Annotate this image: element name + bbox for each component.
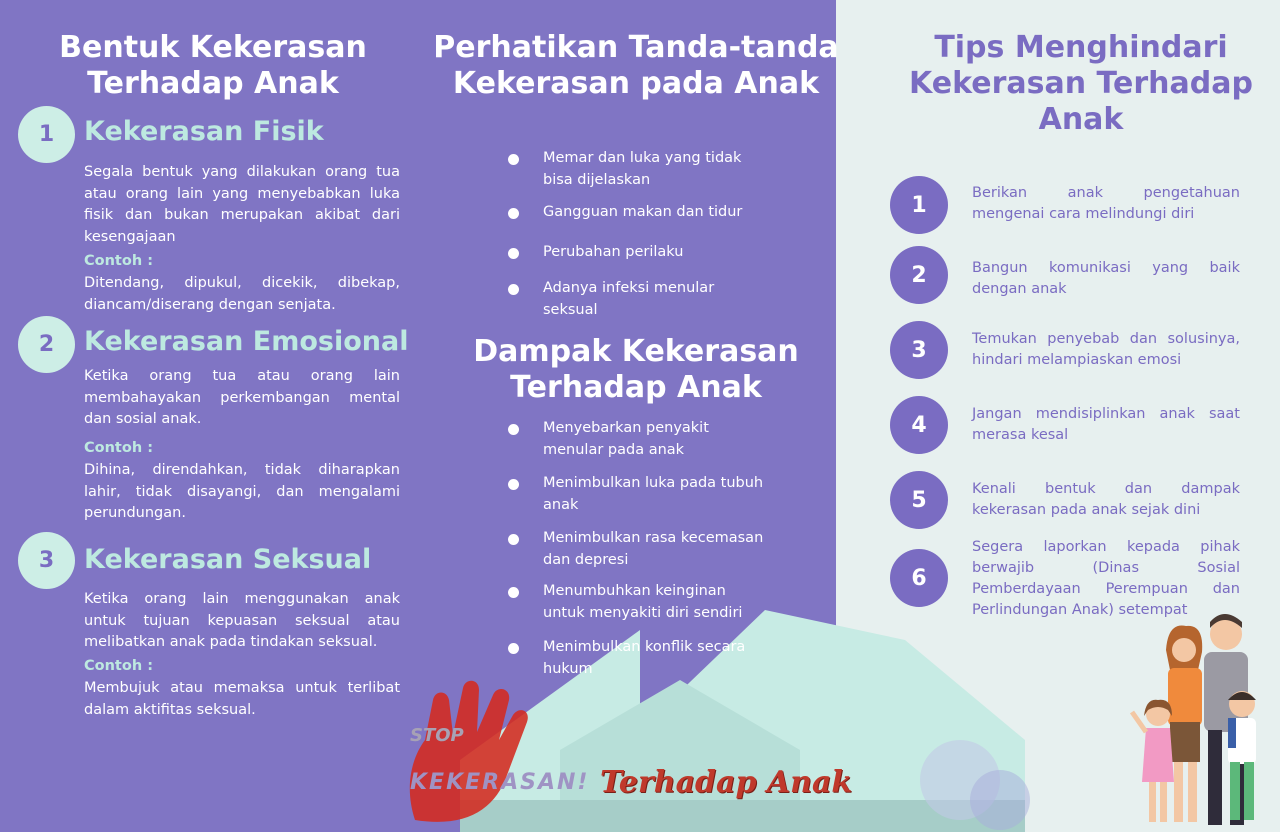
family-illustration [1124,612,1280,832]
bullet-icon [508,284,519,295]
example-text: Dihina, direndahkan, tidak diharapkan lahir, tidak disayangi, dan mengalami perundungan. [84,462,400,521]
section-title: Kekerasan Fisik [84,116,324,147]
section-description: Ketika orang tua atau orang lain membahayakan perkembangan mental dan sosial anak. [84,368,400,427]
bullet-icon [508,248,519,259]
example-label: Contoh : [84,253,153,269]
list-item: Perubahan perilaku [506,242,766,264]
tips-title: Tips Menghindari Kekerasan Terhadap Anak [909,30,1253,137]
section-title: Kekerasan Seksual [84,544,372,575]
bullet-icon [508,643,519,654]
stop-hand-icon [395,680,895,830]
list-item: Menumbuhkan keinginan untuk menyakiti diri sendiri [506,581,766,624]
left-column-title: Bentuk Kekerasan Terhadap Anak [59,30,367,101]
tip-text: Jangan mendisiplinkan anak saat merasa kesal [972,406,1240,443]
list-item: Adanya infeksi menular seksual [506,278,766,321]
number-badge: 5 [890,471,948,529]
number-badge: 1 [18,106,75,163]
number-badge: 2 [18,316,75,373]
example-label: Contoh : [84,658,153,674]
list-item: Memar dan luka yang tidak bisa dijelaskan [506,148,766,191]
list-item: Gangguan makan dan tidur [506,202,766,224]
number-badge: 2 [890,246,948,304]
bullet-icon [508,587,519,598]
example-text: Membujuk atau memaksa untuk terlibat dalam aktifitas seksual. [84,680,400,718]
impact-title: Dampak Kekerasan Terhadap Anak [473,334,799,405]
example-label: Contoh : [84,440,153,456]
bullet-icon [508,479,519,490]
list-item: Menimbulkan konflik secara hukum [506,637,766,680]
kekerasan-label: KEKERASAN! [410,770,590,795]
tip-text: Bangun komunikasi yang baik dengan anak [972,260,1240,297]
section-title: Kekerasan Emosional [84,326,409,357]
bullet-icon [508,208,519,219]
tip-text: Berikan anak pengetahuan mengenai cara melindungi diri [972,185,1240,222]
example-text: Ditendang, dipukul, dicekik, dibekap, diancam/diserang dengan senjata. [84,275,400,313]
number-badge: 3 [890,321,948,379]
number-badge: 1 [890,176,948,234]
number-badge: 6 [890,549,948,607]
bullet-icon [508,424,519,435]
number-badge: 4 [890,396,948,454]
tip-text: Temukan penyebab dan solusinya, hindari melampiaskan emosi [972,331,1240,368]
list-item: Menyebarkan penyakit menular pada anak [506,418,766,461]
stop-label: STOP [410,725,464,746]
tip-text: Kenali bentuk dan dampak kekerasan pada anak sejak dini [972,481,1240,518]
section-description: Segala bentuk yang dilakukan orang tua atau orang lain yang menyebabkan luka fisik dan bukan merupakan akibat dari kesengajaan [84,164,400,245]
signs-title: Perhatikan Tanda-tanda Kekerasan pada Anak [433,30,839,101]
number-badge: 3 [18,532,75,589]
tip-text: Segera laporkan kepada pihak berwajib (Dinas Sosial Pemberdayaan Perempuan dan Perlindungan Anak) setempat [972,539,1240,618]
bullet-icon [508,154,519,165]
list-item: Menimbulkan rasa kecemasan dan depresi [506,528,766,571]
list-item: Menimbulkan luka pada tubuh anak [506,473,766,516]
bullet-icon [508,534,519,545]
terhadap-anak-label: Terhadap Anak [600,765,853,800]
section-description: Ketika orang lain menggunakan anak untuk tujuan kepuasan seksual atau melibatkan anak pada tindakan seksual. [84,591,400,650]
